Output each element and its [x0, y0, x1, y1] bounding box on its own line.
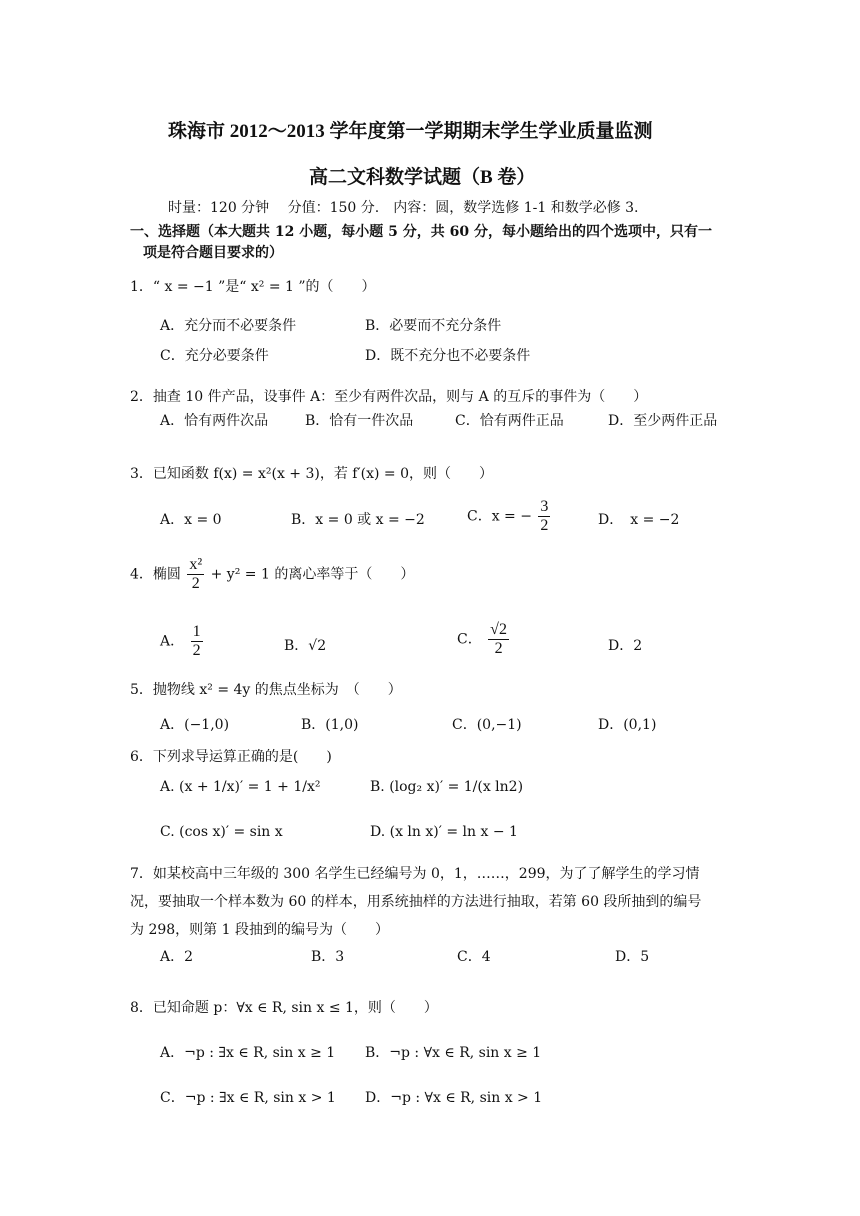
- option-b: B．√2: [284, 638, 327, 654]
- option-d: D．至少两件正品: [608, 413, 718, 429]
- option-b: B．恰有一件次品: [305, 413, 414, 429]
- stem-prefix: 4．椭圆: [130, 566, 181, 583]
- option-label: C．x = −: [467, 508, 532, 525]
- option-c: C．充分必要条件: [160, 348, 269, 364]
- option-a: A．¬p : ∃x ∈ R, sin x ≥ 1: [160, 1045, 336, 1061]
- option-d: D．既不充分也不必要条件: [365, 348, 531, 364]
- option-d: D．(0,1): [598, 717, 657, 733]
- question-stem-line2: 况，要抽取一个样本数为 60 的样本，用系统抽样的方法进行抽取，若第 60 段所抽到的编号: [130, 894, 702, 910]
- option-d: D. (x ln x)′ = ln x − 1: [370, 824, 518, 840]
- option-b: B．x = 0 或 x = −2: [291, 512, 425, 528]
- option-a: A. (x + 1/x)′ = 1 + 1/x²: [160, 779, 321, 795]
- question-stem: 8．已知命题 p：∀x ∈ R, sin x ≤ 1，则（ ）: [130, 1000, 438, 1016]
- option-b: B. (log₂ x)′ = 1/(x ln2): [370, 779, 524, 795]
- option-b: B．3: [311, 949, 345, 965]
- question-stem: 2．抽查 10 件产品，设事件 A：至少有两件次品，则与 A 的互斥的事件为（ ）: [130, 389, 648, 405]
- exam-title: 珠海市 2012～2013 学年度第一学期期末学生学业质量监测: [168, 121, 653, 142]
- option-b: B．¬p : ∀x ∈ R, sin x ≥ 1: [365, 1045, 542, 1061]
- option-a: [160, 623, 205, 660]
- numerator: 3: [540, 498, 549, 515]
- option-c: C．恰有两件正品: [455, 413, 564, 429]
- option-c: C．4: [457, 949, 491, 965]
- option-c: C. (cos x)′ = sin x: [160, 824, 283, 840]
- denominator: 2: [494, 640, 503, 657]
- stem-suffix: + y² = 1 的离心率等于（ ）: [210, 566, 415, 583]
- exam-info: 时量：120 分钟 分值：150 分. 内容：圆，数学选修 1-1 和数学必修 3.: [168, 200, 639, 216]
- denominator: 2: [192, 642, 201, 659]
- fraction: [191, 623, 203, 660]
- fraction: [187, 556, 204, 593]
- question-stem-line1: 7．如某校高中三年级的 300 名学生已经编号为 0，1，……，299，为了了解学生的学习情: [130, 866, 700, 882]
- option-a: A．2: [160, 949, 194, 965]
- section-heading-line2: 项是符合题目要求的）: [143, 245, 283, 261]
- option-a: A．恰有两件次品: [160, 413, 269, 429]
- option-a: A．(−1,0): [160, 717, 230, 733]
- section-heading-line1: 一、选择题（本大题共 12 小题，每小题 5 分，共 60 分，每小题给出的四个选项中，只有一: [130, 224, 712, 240]
- option-a: A．充分而不必要条件: [160, 318, 297, 334]
- option-d: D．5: [615, 949, 650, 965]
- option-b: B．(1,0): [301, 717, 359, 733]
- option-c: C．(0,−1): [452, 717, 522, 733]
- option-c: [467, 498, 552, 535]
- question-stem: 3．已知函数 f(x) = x²(x + 3)，若 f′(x) = 0，则（ ）: [130, 466, 494, 482]
- option-c: [457, 621, 511, 658]
- option-label: A．: [160, 633, 185, 650]
- numerator: x²: [189, 556, 203, 573]
- denominator: 2: [191, 575, 200, 592]
- question-stem: 5．抛物线 x² = 4y 的焦点坐标为 （ ）: [130, 682, 402, 698]
- exam-subtitle: 高二文科数学试题（B 卷）: [309, 167, 536, 188]
- option-d: D． x = −2: [598, 512, 680, 528]
- option-c: C．¬p : ∃x ∈ R, sin x > 1: [160, 1090, 336, 1106]
- option-b: B．必要而不充分条件: [365, 318, 502, 334]
- numerator: 1: [192, 623, 201, 640]
- question-stem: 1．“ x = −1 ”是“ x² = 1 ”的（ ）: [130, 279, 376, 295]
- option-a: A．x = 0: [160, 512, 222, 528]
- question-stem: [130, 556, 414, 593]
- numerator: √2: [490, 621, 507, 638]
- question-stem: 6．下列求导运算正确的是( ): [130, 749, 332, 765]
- option-d: D．¬p : ∀x ∈ R, sin x > 1: [365, 1090, 543, 1106]
- fraction: [488, 621, 509, 658]
- denominator: 2: [540, 517, 549, 534]
- option-d: D．2: [608, 638, 643, 654]
- option-label: C．: [457, 631, 482, 648]
- question-stem-line3: 为 298，则第 1 段抽到的编号为（ ）: [130, 922, 389, 938]
- fraction: [538, 498, 550, 535]
